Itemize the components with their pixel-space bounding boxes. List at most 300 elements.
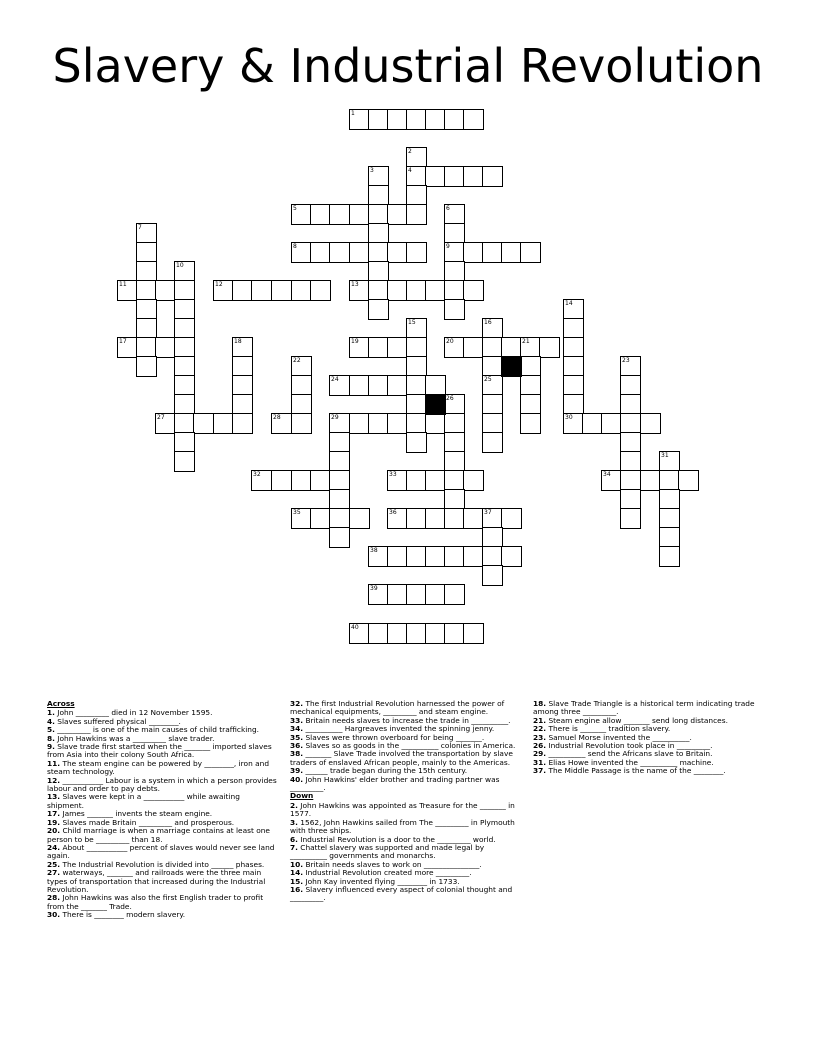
grid-cell[interactable] [406, 204, 427, 225]
grid-cell[interactable] [563, 413, 584, 434]
grid-cell[interactable] [620, 394, 641, 415]
clue-label: 7. [290, 842, 298, 852]
grid-cell[interactable] [174, 299, 195, 320]
clue-number: 25 [484, 376, 492, 383]
clue-label: 3. [290, 817, 298, 827]
clue-number: 28 [273, 414, 281, 421]
grid-cell[interactable] [444, 470, 465, 491]
grid-cell[interactable] [463, 337, 484, 358]
grid-cell[interactable] [368, 261, 389, 282]
clue-label: 38. [290, 749, 304, 759]
grid-cell[interactable] [406, 375, 427, 396]
clue-text: About ___________ percent of slaves would never see land again. [47, 842, 275, 861]
clue-text: Slaves so as goods in the __________ colonies in America. [303, 741, 516, 751]
grid-cell[interactable] [213, 280, 234, 301]
grid-cell[interactable] [620, 356, 641, 377]
grid-cell[interactable] [520, 356, 541, 377]
grid-cell[interactable] [482, 527, 503, 548]
grid-cell[interactable] [444, 204, 465, 225]
down-heading: Down [290, 791, 314, 801]
grid-cell[interactable] [349, 109, 370, 130]
grid-cell[interactable] [349, 337, 370, 358]
clue-number: 11 [119, 281, 127, 288]
grid-cell[interactable] [310, 280, 331, 301]
grid-block-cell [425, 394, 446, 415]
clue-text: 1562, John Hawkins sailed from The _________ in Plymouth with three ships. [290, 817, 515, 836]
grid-cell[interactable] [406, 623, 427, 644]
clue-number: 8 [293, 243, 297, 250]
grid-cell[interactable] [659, 527, 680, 548]
clue-text: The Middle Passage is the name of the ________. [546, 766, 726, 776]
clue-label: 11. [47, 758, 61, 768]
grid-cell[interactable] [232, 356, 253, 377]
grid-cell[interactable] [463, 166, 484, 187]
grid-cell[interactable] [406, 147, 427, 168]
grid-cell[interactable] [659, 546, 680, 567]
grid-cell[interactable] [444, 413, 465, 434]
grid-cell[interactable] [482, 394, 503, 415]
grid-cell[interactable] [368, 223, 389, 244]
clue-item [47, 777, 277, 794]
grid-cell[interactable] [444, 223, 465, 244]
grid-cell[interactable] [174, 337, 195, 358]
clue-text: There is ________ modern slavery. [60, 910, 186, 920]
clue-text: ______ trade began during the 15th century. [303, 766, 468, 776]
clue-text: John Hawkins was appointed as Treasure for the _______ in 1577. [290, 800, 515, 819]
grid-cell[interactable] [482, 356, 503, 377]
clue-item [47, 869, 277, 894]
grid-cell[interactable] [406, 584, 427, 605]
grid-cell[interactable] [463, 242, 484, 263]
grid-cell[interactable] [291, 280, 312, 301]
grid-cell[interactable] [444, 451, 465, 472]
grid-cell[interactable] [406, 413, 427, 434]
grid-cell[interactable] [406, 109, 427, 130]
grid-cell[interactable] [251, 470, 272, 491]
grid-cell[interactable] [387, 546, 408, 567]
grid-cell[interactable] [174, 413, 195, 434]
grid-cell[interactable] [291, 394, 312, 415]
clue-number: 36 [389, 509, 397, 516]
grid-cell[interactable] [368, 109, 389, 130]
grid-cell[interactable] [387, 413, 408, 434]
grid-cell[interactable] [425, 280, 446, 301]
grid-cell[interactable] [251, 280, 272, 301]
grid-cell[interactable] [174, 318, 195, 339]
grid-cell[interactable] [520, 394, 541, 415]
grid-cell[interactable] [232, 413, 253, 434]
grid-cell[interactable] [620, 413, 641, 434]
grid-cell[interactable] [368, 413, 389, 434]
clue-text: Slave Trade Triangle is a historical term indicating trade among three _________. [533, 699, 755, 717]
grid-cell[interactable] [406, 432, 427, 453]
grid-cell[interactable] [136, 356, 157, 377]
grid-cell[interactable] [136, 318, 157, 339]
grid-cell[interactable] [291, 242, 312, 263]
clue-item [290, 776, 520, 793]
grid-cell[interactable] [482, 337, 503, 358]
grid-cell[interactable] [444, 623, 465, 644]
grid-cell[interactable] [563, 337, 584, 358]
grid-cell[interactable] [329, 508, 350, 529]
grid-cell[interactable] [444, 489, 465, 510]
grid-cell[interactable] [482, 413, 503, 434]
clue-text: Slaves were kept in a ___________ while awaiting shipment. [47, 792, 240, 810]
grid-cell[interactable] [232, 375, 253, 396]
clue-text: The steam engine can be powered by ________, iron and steam technology. [47, 758, 270, 777]
grid-cell[interactable] [463, 470, 484, 491]
clue-item [290, 819, 520, 836]
grid-cell[interactable] [174, 280, 195, 301]
clue-label: 20. [47, 826, 61, 836]
grid-cell[interactable] [387, 337, 408, 358]
grid-cell[interactable] [539, 337, 560, 358]
grid-cell[interactable] [136, 223, 157, 244]
grid-cell[interactable] [136, 242, 157, 263]
grid-cell[interactable] [136, 261, 157, 282]
clue-label: 24. [47, 842, 61, 852]
clue-number: 16 [484, 319, 492, 326]
grid-cell[interactable] [444, 261, 465, 282]
grid-cell[interactable] [174, 261, 195, 282]
grid-cell[interactable] [329, 413, 350, 434]
clue-text: waterways, _______ and railroads were the three main types of transportation that increased during the Industrial Revolution. [47, 868, 266, 894]
clue-label: 21. [533, 715, 547, 725]
grid-cell[interactable] [425, 375, 446, 396]
clue-number: 15 [408, 319, 416, 326]
grid-cell[interactable] [563, 356, 584, 377]
grid-cell[interactable] [406, 242, 427, 263]
clue-number: 17 [119, 338, 127, 345]
grid-cell[interactable] [271, 470, 292, 491]
grid-cell[interactable] [349, 508, 370, 529]
clue-text: Industrial Revolution created more _________. [303, 868, 472, 878]
clue-text: Industrial Revolution is a door to the _________ world. [297, 834, 496, 844]
clue-number: 18 [234, 338, 242, 345]
clue-text: The first Industrial Revolution harnessed the power of mechanical equipments, _________ and steam engine. [290, 699, 505, 717]
grid-cell[interactable] [291, 508, 312, 529]
clue-column-1 [47, 700, 277, 920]
grid-cell[interactable] [563, 394, 584, 415]
grid-cell[interactable] [291, 356, 312, 377]
clue-item [290, 844, 520, 861]
grid-cell[interactable] [425, 623, 446, 644]
grid-cell[interactable] [368, 623, 389, 644]
grid-cell[interactable] [620, 451, 641, 472]
clue-number: 40 [351, 624, 359, 631]
grid-cell[interactable] [368, 242, 389, 263]
grid-cell[interactable] [406, 356, 427, 377]
grid-cell[interactable] [232, 337, 253, 358]
clue-number: 10 [176, 262, 184, 269]
clue-number: 12 [215, 281, 223, 288]
clue-text: Chattel slavery was supported and made legal by __________ governments and monarchs. [290, 842, 485, 861]
clue-label: 29. [533, 749, 547, 759]
clue-text: __________ send the Africans slave to Britain. [546, 749, 713, 759]
clue-item [47, 743, 277, 760]
grid-cell[interactable] [425, 470, 446, 491]
clue-number: 34 [603, 471, 611, 478]
grid-cell[interactable] [406, 280, 427, 301]
grid-cell[interactable] [329, 489, 350, 510]
grid-cell[interactable] [387, 242, 408, 263]
grid-cell[interactable] [482, 166, 503, 187]
grid-cell[interactable] [620, 489, 641, 510]
grid-cell[interactable] [387, 109, 408, 130]
grid-cell[interactable] [368, 280, 389, 301]
grid-cell[interactable] [387, 204, 408, 225]
grid-cell[interactable] [444, 337, 465, 358]
grid-cell[interactable] [601, 470, 622, 491]
grid-cell[interactable] [136, 280, 157, 301]
grid-cell[interactable] [659, 508, 680, 529]
grid-cell[interactable] [271, 280, 292, 301]
grid-cell[interactable] [444, 280, 465, 301]
clue-label: 18. [533, 699, 547, 708]
clue-number: 33 [389, 471, 397, 478]
grid-cell[interactable] [117, 280, 138, 301]
clue-label: 32. [290, 699, 304, 708]
grid-cell[interactable] [520, 337, 541, 358]
grid-cell[interactable] [329, 451, 350, 472]
clue-label: 25. [47, 859, 61, 869]
grid-cell[interactable] [406, 337, 427, 358]
grid-cell[interactable] [349, 280, 370, 301]
grid-cell[interactable] [174, 432, 195, 453]
grid-cell[interactable] [136, 337, 157, 358]
clue-number: 32 [253, 471, 261, 478]
grid-cell[interactable] [310, 204, 331, 225]
grid-cell[interactable] [444, 242, 465, 263]
grid-cell[interactable] [136, 299, 157, 320]
grid-cell[interactable] [501, 546, 522, 567]
grid-cell[interactable] [520, 413, 541, 434]
grid-cell[interactable] [563, 375, 584, 396]
clue-number: 37 [484, 509, 492, 516]
grid-cell[interactable] [520, 242, 541, 263]
grid-cell[interactable] [482, 565, 503, 586]
grid-cell[interactable] [425, 413, 446, 434]
grid-cell[interactable] [387, 623, 408, 644]
grid-cell[interactable] [291, 375, 312, 396]
grid-cell[interactable] [174, 356, 195, 377]
grid-cell[interactable] [155, 413, 176, 434]
grid-cell[interactable] [174, 375, 195, 396]
grid-cell[interactable] [463, 109, 484, 130]
grid-cell[interactable] [640, 470, 661, 491]
grid-cell[interactable] [444, 432, 465, 453]
grid-cell[interactable] [368, 166, 389, 187]
grid-cell[interactable] [501, 242, 522, 263]
grid-cell[interactable] [444, 394, 465, 415]
grid-cell[interactable] [349, 413, 370, 434]
grid-cell[interactable] [406, 546, 427, 567]
grid-cell[interactable] [349, 204, 370, 225]
grid-cell[interactable] [406, 508, 427, 529]
grid-cell[interactable] [368, 584, 389, 605]
clue-text: Britain needs slaves to increase the trade in __________. [303, 715, 511, 725]
clue-text: James _______ invents the steam engine. [60, 809, 213, 819]
grid-cell[interactable] [520, 375, 541, 396]
grid-cell[interactable] [387, 280, 408, 301]
clue-text: John _________ died in 12 November 1595. [54, 708, 213, 718]
grid-cell[interactable] [232, 394, 253, 415]
grid-cell[interactable] [406, 185, 427, 206]
grid-cell[interactable] [425, 508, 446, 529]
grid-cell[interactable] [368, 375, 389, 396]
clue-number: 4 [408, 167, 412, 174]
clue-number: 14 [565, 300, 573, 307]
grid-cell[interactable] [463, 508, 484, 529]
grid-cell[interactable] [349, 623, 370, 644]
clue-number: 3 [370, 167, 374, 174]
grid-cell[interactable] [387, 375, 408, 396]
grid-cell[interactable] [406, 166, 427, 187]
clue-text: Britain needs slaves to work on _______________. [303, 859, 482, 869]
clue-number: 23 [622, 357, 630, 364]
clue-label: 39. [290, 766, 304, 776]
grid-cell[interactable] [155, 280, 176, 301]
grid-cell[interactable] [482, 508, 503, 529]
grid-cell[interactable] [387, 508, 408, 529]
grid-cell[interactable] [482, 318, 503, 339]
grid-cell[interactable] [640, 413, 661, 434]
grid-cell[interactable] [368, 185, 389, 206]
clue-label: 19. [47, 817, 61, 827]
clue-number: 26 [446, 395, 454, 402]
grid-cell[interactable] [659, 451, 680, 472]
clue-number: 35 [293, 509, 301, 516]
clue-item [47, 793, 277, 810]
grid-cell[interactable] [310, 508, 331, 529]
grid-cell[interactable] [444, 109, 465, 130]
clue-label: 10. [290, 859, 304, 869]
clue-item [533, 700, 768, 717]
grid-cell[interactable] [482, 375, 503, 396]
grid-cell[interactable] [329, 242, 350, 263]
grid-cell[interactable] [406, 470, 427, 491]
grid-cell[interactable] [349, 242, 370, 263]
grid-cell[interactable] [659, 470, 680, 491]
clue-number: 21 [522, 338, 530, 345]
grid-cell[interactable] [482, 432, 503, 453]
clue-text: _______ Slave Trade involved the transportation by slave traders of enslaved African people, mainly to the Americas. [290, 749, 513, 767]
grid-cell[interactable] [620, 375, 641, 396]
clue-item [47, 827, 277, 844]
grid-cell[interactable] [444, 584, 465, 605]
clue-number: 22 [293, 357, 301, 364]
grid-cell[interactable] [368, 204, 389, 225]
grid-cell[interactable] [291, 204, 312, 225]
grid-cell[interactable] [310, 242, 331, 263]
grid-cell[interactable] [425, 109, 446, 130]
grid-cell[interactable] [329, 470, 350, 491]
grid-cell[interactable] [444, 166, 465, 187]
grid-cell[interactable] [406, 318, 427, 339]
grid-cell[interactable] [620, 432, 641, 453]
clue-label: 9. [47, 742, 55, 752]
clue-label: 14. [290, 868, 304, 878]
clue-item [533, 767, 768, 775]
clue-number: 7 [138, 224, 142, 231]
clue-label: 33. [290, 715, 304, 725]
clue-text: _________ is one of the main causes of child trafficking. [54, 725, 260, 735]
grid-cell[interactable] [271, 413, 292, 434]
grid-cell[interactable] [563, 318, 584, 339]
grid-cell[interactable] [501, 508, 522, 529]
grid-cell[interactable] [406, 394, 427, 415]
grid-cell[interactable] [291, 470, 312, 491]
grid-cell[interactable] [582, 413, 603, 434]
grid-cell[interactable] [387, 470, 408, 491]
clue-text: John Hawkins was a _________ slave trader. [54, 733, 215, 743]
grid-cell[interactable] [463, 546, 484, 567]
grid-cell[interactable] [368, 299, 389, 320]
grid-cell[interactable] [291, 413, 312, 434]
clue-label: 1. [47, 708, 55, 718]
grid-cell[interactable] [329, 204, 350, 225]
clue-text: Industrial Revolution took place in _________. [546, 741, 713, 751]
grid-cell[interactable] [620, 470, 641, 491]
grid-cell[interactable] [368, 546, 389, 567]
grid-cell[interactable] [174, 394, 195, 415]
grid-cell[interactable] [329, 527, 350, 548]
grid-cell[interactable] [444, 546, 465, 567]
grid-cell[interactable] [482, 242, 503, 263]
clue-text: The Industrial Revolution is divided into ______ phases. [60, 859, 265, 869]
grid-cell[interactable] [444, 299, 465, 320]
grid-cell[interactable] [678, 470, 699, 491]
grid-cell[interactable] [310, 470, 331, 491]
grid-cell[interactable] [444, 508, 465, 529]
grid-cell[interactable] [174, 451, 195, 472]
grid-cell[interactable] [329, 375, 350, 396]
clue-label: 6. [290, 834, 298, 844]
grid-cell[interactable] [425, 584, 446, 605]
clue-text: ___________ Labour is a system in which a person provides labour and order to pay debts. [47, 775, 277, 794]
grid-cell[interactable] [425, 546, 446, 567]
grid-cell[interactable] [463, 280, 484, 301]
grid-cell[interactable] [620, 508, 641, 529]
grid-cell[interactable] [425, 166, 446, 187]
clue-item [290, 802, 520, 819]
grid-cell[interactable] [155, 337, 176, 358]
clue-item [47, 894, 277, 911]
grid-cell[interactable] [659, 489, 680, 510]
grid-cell[interactable] [463, 623, 484, 644]
clue-label: 5. [47, 725, 55, 735]
grid-cell[interactable] [501, 337, 522, 358]
grid-cell[interactable] [368, 337, 389, 358]
grid-block-cell [501, 356, 522, 377]
clue-text: Slavery influenced every aspect of colonial thought and _________. [290, 884, 513, 903]
grid-cell[interactable] [193, 413, 214, 434]
puzzle-title: Slavery & Industrial Revolution [52, 39, 764, 93]
grid-cell[interactable] [387, 584, 408, 605]
clue-text: Slaves made Britain _________ and prosperous. [60, 817, 235, 827]
grid-cell[interactable] [213, 413, 234, 434]
grid-cell[interactable] [117, 337, 138, 358]
grid-cell[interactable] [232, 280, 253, 301]
clue-text: John Hawkins was also the first English trader to profit from the _______ Trade. [47, 893, 264, 911]
grid-cell[interactable] [329, 432, 350, 453]
grid-cell[interactable] [601, 413, 622, 434]
grid-cell[interactable] [349, 375, 370, 396]
grid-cell[interactable] [482, 546, 503, 567]
grid-cell[interactable] [563, 299, 584, 320]
clue-text: Slaves were thrown overboard for being _______. [303, 732, 485, 742]
clue-number: 31 [661, 452, 669, 459]
